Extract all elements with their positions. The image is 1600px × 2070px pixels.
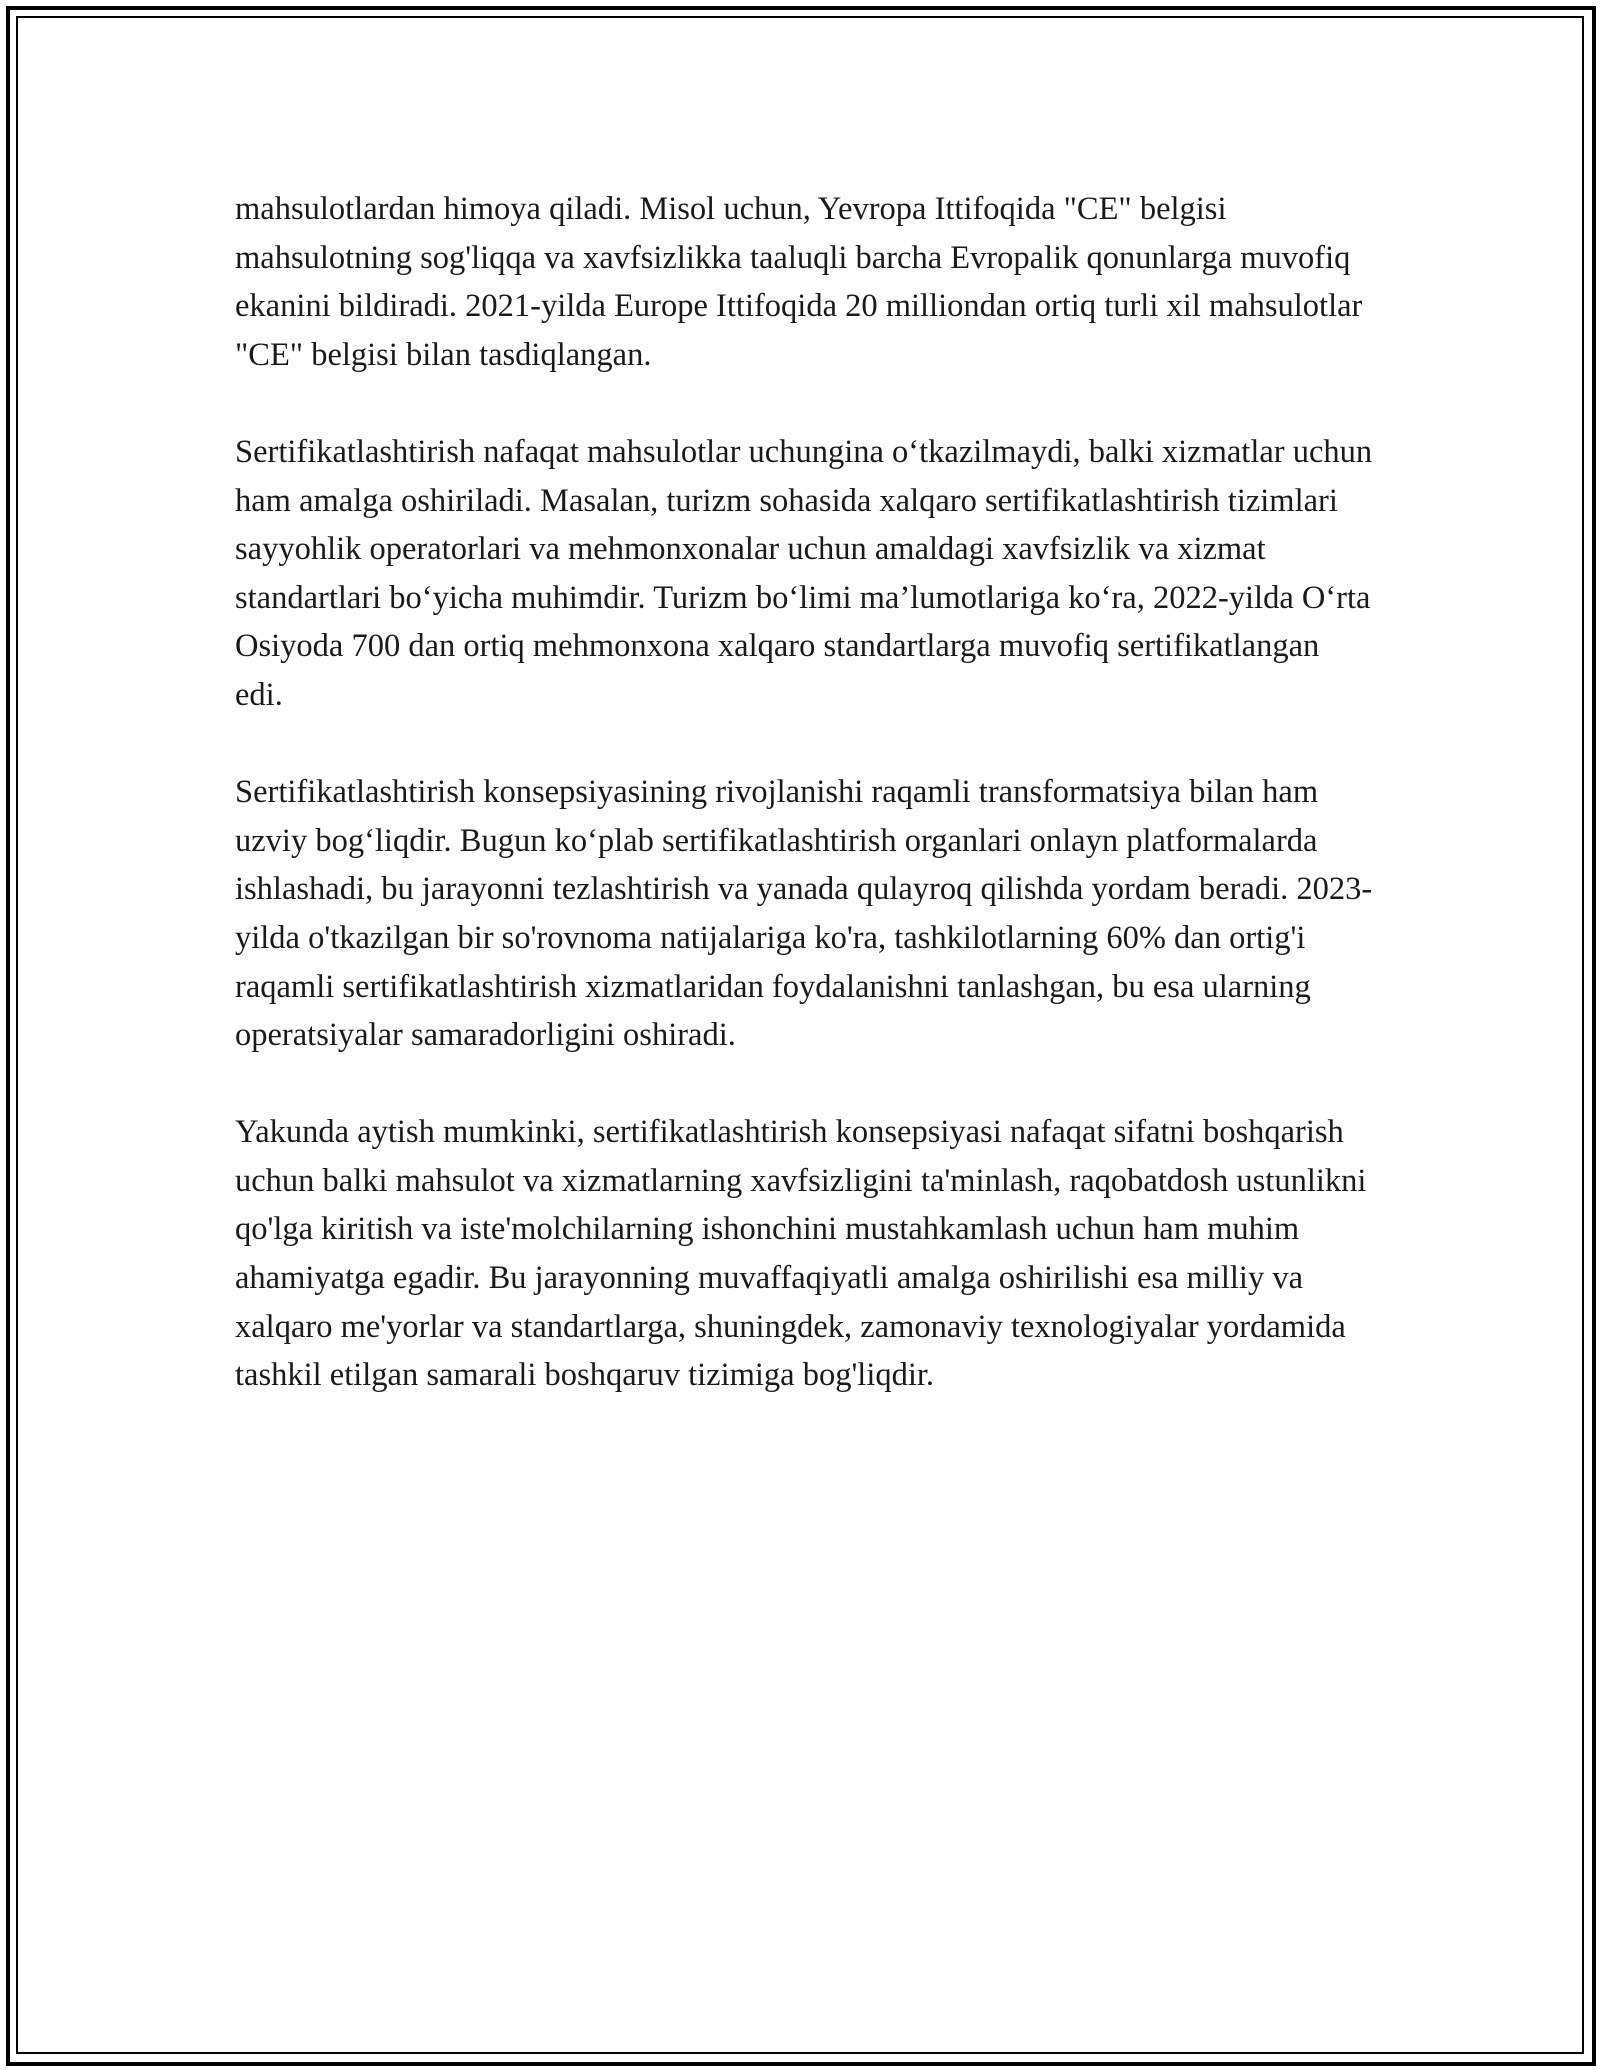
paragraph-1: mahsulotlardan himoya qiladi. Misol uchun, Yevropa Ittifoqida "CE" belgisi mahsulotning sog'liqqa va xavfsizlikka taaluqli barcha Evropalik qonunlarga muvofiq ekanini bildiradi. 2021-yilda Europe Ittifoqida 20 milliondan ortiq turli xil mahsulotlar "CE" belgisi bilan tasdiqlangan.: [235, 191, 1363, 373]
paragraph-2: Sertifikatlashtirish nafaqat mahsulotlar uchungina o‘tkazilmaydi, balki xizmatlar uchun ham amalga oshiriladi. Masalan, turizm sohasida xalqaro sertifikatlashtirish tizimlari sayyohlik operatorlari va mehmonxonalar uchun amaldagi xavfsizlik va xizmat standartlari bo‘yicha muhimdir. Turizm bo‘limi ma’lumotlariga ko‘ra, 2022-yilda O‘rta Osiyoda 700 dan ortiq mehmonxona xalqaro standartlarga muvofiq sertifikatlangan edi.: [235, 433, 1373, 713]
paragraph-3: Sertifikatlashtirish konsepsiyasining rivojlanishi raqamli transformatsiya bilan ham uzviy bog‘liqdir. Bugun ko‘plab sertifikatlashtirish organlari onlayn platformalarda ishlashadi, bu jarayonni tezlashtirish va yanada qulayroq qilishda yordam beradi. 2023-yilda o'tkazilgan bir so'rovnoma natijalariga ko'ra, tashkilotlarning 60% dan ortig'i raqamli sertifikatlashtirish xizmatlaridan foydalanishni tanlashgan, bu esa ularning operatsiyalar samaradorligini oshiradi.: [235, 774, 1373, 1054]
document-body: [235, 185, 1375, 1400]
paragraph-4: Yakunda aytish mumkinki, sertifikatlashtirish konsepsiyasi nafaqat sifatni boshqarish uchun balki mahsulot va xizmatlarning xavfsizligini ta'minlash, raqobatdosh ustunlikni qo'lga kiritish va iste'molchilarning ishonchini mustahkamlash uchun ham muhim ahamiyatga egadir. Bu jarayonning muvaffaqiyatli amalga oshirilishi esa milliy va xalqaro me'yorlar va standartlarga, shuningdek, zamonaviy texnologiyalar yordamida tashkil etilgan samarali boshqaruv tizimiga bog'liqdir.: [235, 1114, 1367, 1394]
